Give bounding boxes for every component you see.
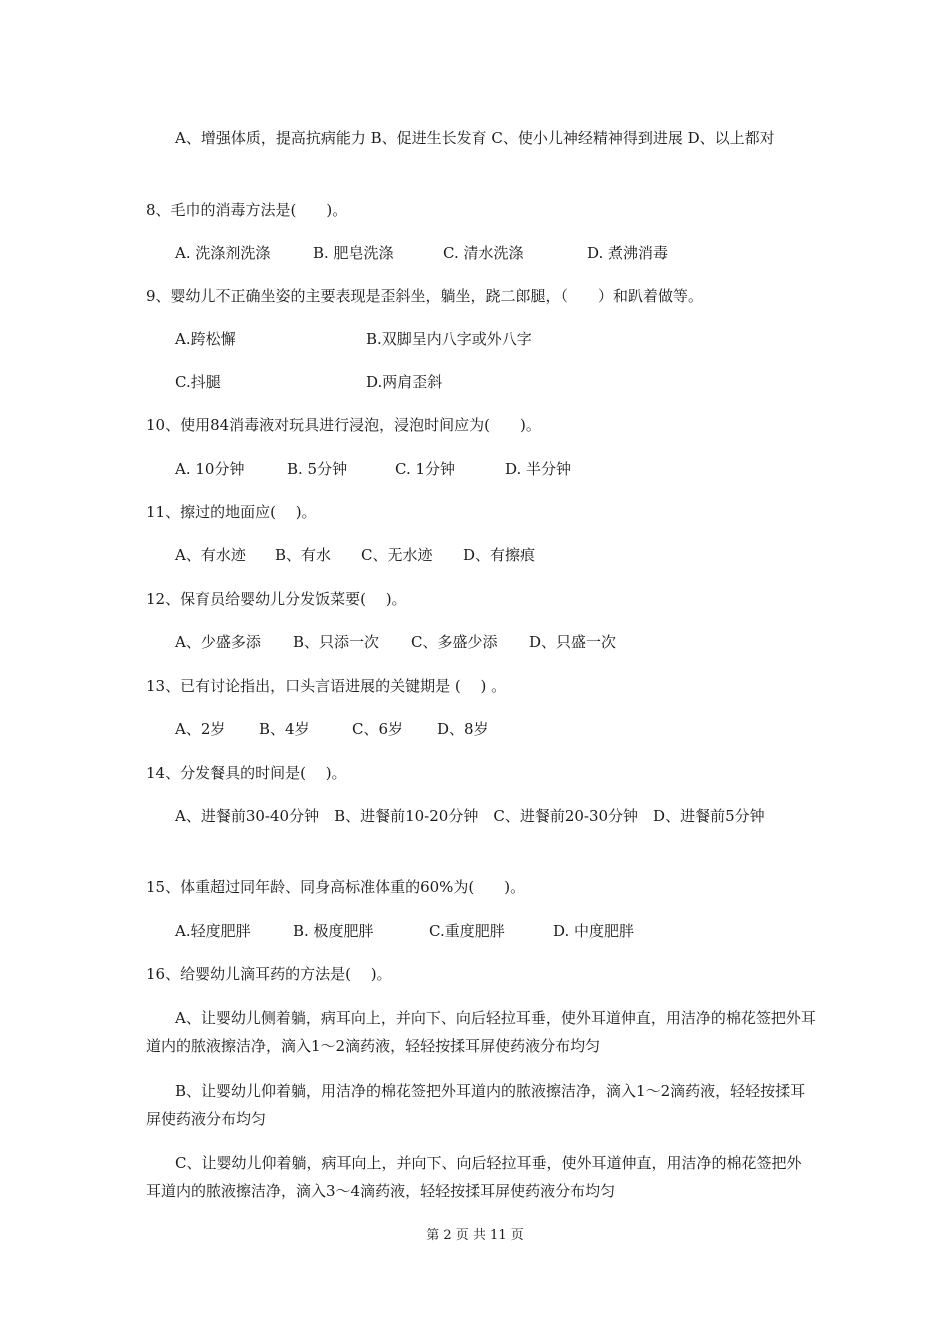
q11-option-d: D、有擦痕 xyxy=(463,546,536,564)
q15-option-a: A.轻度肥胖 xyxy=(175,922,251,940)
q15-option-d: D. 中度肥胖 xyxy=(553,922,635,940)
q9-option-a: A.跨松懈 xyxy=(175,330,236,348)
q13-stem: 13、已有讨论指出，口头言语进展的关键期是 ( ) 。 xyxy=(146,677,507,695)
q14-options: A、进餐前30-40分钟 B、进餐前10-20分钟 C、进餐前20-30分钟 D、进餐前5分钟 xyxy=(175,807,765,825)
q15-option-b: B. 极度肥胖 xyxy=(293,922,374,940)
q13-option-b: B、4岁 xyxy=(259,720,310,738)
q13-options xyxy=(175,718,815,740)
q7-options: A、增强体质，提高抗病能力 B、促进生长发育 C、使小儿神经精神得到进展 D、以上都对 xyxy=(175,129,775,147)
q11-option-c: C、无水迹 xyxy=(361,546,433,564)
q14-stem: 14、分发餐具的时间是( )。 xyxy=(146,764,347,782)
q12-option-a: A、少盛多添 xyxy=(175,633,261,651)
q11-option-a: A、有水迹 xyxy=(175,546,246,564)
q8-option-a: A. 洗涤剂洗涤 xyxy=(175,244,271,262)
q12-option-b: B、只添一次 xyxy=(293,633,380,651)
q8-option-c: C. 清水洗涤 xyxy=(443,244,524,262)
q9-options-row1 xyxy=(175,328,815,350)
q16-option-a: A、让婴幼儿侧着躺，病耳向上，并向下、向后轻拉耳垂，使外耳道伸直，用洁净的棉花签把外耳道内的脓液擦洁净，滴入1～2滴药液，轻轻按揉耳屏使药液分布均匀 xyxy=(146,1009,816,1055)
q16-option-c: C、让婴幼儿仰着躺，病耳向上，并向下、向后轻拉耳垂，使外耳道伸直，用洁净的棉花签把外耳道内的脓液擦洁净，滴入3～4滴药液，轻轻按揉耳屏使药液分布均匀 xyxy=(146,1154,802,1200)
q12-option-d: D、只盛一次 xyxy=(529,633,617,651)
q11-option-b: B、有水 xyxy=(275,546,332,564)
q8-options xyxy=(175,242,815,264)
q12-stem: 12、保育员给婴幼儿分发饭菜要( )。 xyxy=(146,590,407,608)
q10-option-d: D. 半分钟 xyxy=(505,460,572,478)
q11-stem: 11、擦过的地面应( )。 xyxy=(146,503,317,521)
q15-stem: 15、体重超过同年龄、同身高标准体重的60%为( )。 xyxy=(146,878,526,896)
q9-option-b: B.双脚呈内八字或外八字 xyxy=(366,330,532,348)
q10-option-c: C. 1分钟 xyxy=(395,460,456,478)
q8-option-d: D. 煮沸消毒 xyxy=(587,244,669,262)
q8-option-b: B. 肥皂洗涤 xyxy=(313,244,394,262)
q10-option-b: B. 5分钟 xyxy=(287,460,348,478)
q12-options xyxy=(175,631,815,653)
page-footer xyxy=(0,1227,950,1245)
q9-stem: 9、婴幼儿不正确坐姿的主要表现是歪斜坐，躺坐，跷二郎腿，（ ）和趴着做等。 xyxy=(146,287,704,305)
q10-options xyxy=(175,458,815,480)
q13-option-a: A、2岁 xyxy=(175,720,226,738)
q9-option-d: D.两肩歪斜 xyxy=(366,373,443,391)
q11-options xyxy=(175,544,815,566)
q10-option-a: A. 10分钟 xyxy=(175,460,245,478)
q16-option-b: B、让婴幼儿仰着躺，用洁净的棉花签把外耳道内的脓液擦洁净，滴入1～2滴药液，轻轻按揉耳屏使药液分布均匀 xyxy=(146,1082,806,1128)
page-indicator: 第 2 页 共 11 页 xyxy=(426,1228,524,1243)
q9-option-c: C.抖腿 xyxy=(175,373,221,391)
q13-option-c: C、6岁 xyxy=(352,720,404,738)
q10-stem: 10、使用84消毒液对玩具进行浸泡，浸泡时间应为( )。 xyxy=(146,416,541,434)
q9-options-row2 xyxy=(175,371,815,393)
q8-stem: 8、毛巾的消毒方法是( )。 xyxy=(146,201,348,219)
q13-option-d: D、8岁 xyxy=(437,720,489,738)
q15-option-c: C.重度肥胖 xyxy=(429,922,505,940)
q16-stem: 16、给婴幼儿滴耳药的方法是( )。 xyxy=(146,965,392,983)
q15-options xyxy=(175,920,815,942)
q12-option-c: C、多盛少添 xyxy=(411,633,498,651)
